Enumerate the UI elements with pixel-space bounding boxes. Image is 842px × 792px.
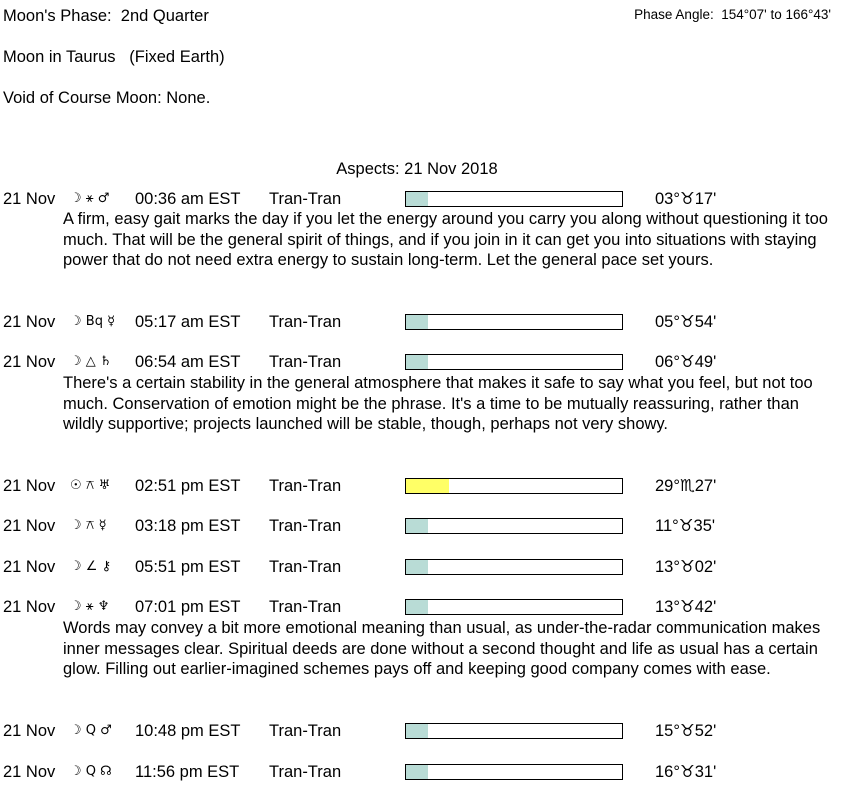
strength-bar [405,478,623,494]
aspect-symbols: ☉ ⚻ ♅ [70,478,111,493]
moon-sign-text: Moon in Taurus (Fixed Earth) [3,48,225,66]
aspect-symbols: ☽ Q ☊ [70,764,112,779]
aspect-position: 13°♉02' [655,558,717,576]
aspect-row [0,189,842,209]
aspect-position: 16°♉31' [655,763,717,781]
aspect-symbols: ☽ ⚹ ♂ [70,191,110,206]
strength-bar-fill [406,765,428,779]
aspect-description: There's a certain stability in the general atmosphere that makes it safe to say what you feel, but not too much. Conservation of emotion might be the phrase. It's a time to be mutually reassuring, rather than wildly supportive; projects launched will be stable, though, perhaps not very showy. [63,374,813,433]
aspect-position: 03°♉17' [655,190,717,208]
aspect-time: 10:48 pm EST [135,722,241,740]
aspect-position: 13°♉42' [655,598,717,616]
strength-bar [405,723,623,739]
aspect-time: 05:51 pm EST [135,558,241,576]
aspect-date: 21 Nov [3,353,56,371]
aspect-date: 21 Nov [3,558,56,576]
aspect-time: 11:56 pm EST [135,763,240,781]
aspect-date: 21 Nov [3,313,56,331]
aspect-type: Tran-Tran [269,558,342,576]
strength-bar-fill [406,560,428,574]
aspect-time: 07:01 pm EST [135,598,241,616]
strength-bar-fill [406,355,428,369]
aspect-type: Tran-Tran [269,313,342,331]
aspect-description: Words may convey a bit more emotional meaning than usual, as under-the-radar communication makes inner messages clear. Spiritual deeds are done without a second thought and life as usual has a certain glow. Filling out earlier-imagined schemes pays off and keeping good company comes with ease. [63,619,821,678]
aspect-row [0,352,842,372]
aspect-date: 21 Nov [3,517,56,535]
aspect-type: Tran-Tran [269,190,342,208]
aspect-position: 11°♉35' [655,517,716,535]
aspect-row [0,762,842,782]
aspect-row [0,476,842,496]
strength-bar-fill [406,192,428,206]
strength-bar-fill [406,479,449,493]
aspect-type: Tran-Tran [269,763,342,781]
aspect-symbols: ☽ Q ♂ [70,723,112,738]
aspect-type: Tran-Tran [269,353,342,371]
void-of-course-text: Void of Course Moon: None. [3,89,211,107]
aspect-date: 21 Nov [3,477,56,495]
aspect-symbols: ☽ △ ♄ [70,354,112,369]
aspect-position: 29°♏27' [655,477,717,495]
phase-angle-text: Phase Angle: 154°07' to 166°43' [634,7,831,22]
strength-bar-fill [406,315,428,329]
strength-bar [405,764,623,780]
aspect-symbols: ☽ ⚹ ♆ [70,599,110,614]
aspect-row [0,721,842,741]
strength-bar-fill [406,519,428,533]
aspect-row [0,597,842,617]
aspect-type: Tran-Tran [269,517,342,535]
aspect-type: Tran-Tran [269,477,342,495]
aspects-title: Aspects: 21 Nov 2018 [336,160,498,178]
aspect-time: 06:54 am EST [135,353,241,371]
aspect-type: Tran-Tran [269,598,342,616]
aspect-symbols: ☽ ⚻ ☿ [70,518,107,533]
aspect-date: 21 Nov [3,763,56,781]
strength-bar-fill [406,724,428,738]
aspect-date: 21 Nov [3,598,56,616]
aspect-description: A firm, easy gait marks the day if you let the energy around you carry you along without questioning it too much. That will be the general spirit of things, and if you join in it can get you into situations with staying power that do not need extra energy to sustain long-term. Let the general pace set yours. [63,210,828,269]
aspect-date: 21 Nov [3,190,56,208]
aspect-time: 02:51 pm EST [135,477,241,495]
aspect-time: 00:36 am EST [135,190,241,208]
aspect-row [0,516,842,536]
aspect-symbols: ☽ ∠ ⚷ [70,559,112,574]
strength-bar [405,314,623,330]
aspect-position: 05°♉54' [655,313,717,331]
aspect-time: 05:17 am EST [135,313,241,331]
aspect-position: 15°♉52' [655,722,717,740]
aspect-type: Tran-Tran [269,722,342,740]
strength-bar [405,191,623,207]
moon-phase-text: Moon's Phase: 2nd Quarter [3,7,209,25]
strength-bar [405,518,623,534]
aspect-date: 21 Nov [3,722,56,740]
strength-bar-fill [406,600,428,614]
aspect-position: 06°♉49' [655,353,717,371]
aspect-symbols: ☽ Bq ☿ [70,314,116,329]
strength-bar [405,354,623,370]
strength-bar [405,559,623,575]
aspect-row [0,312,842,332]
aspect-time: 03:18 pm EST [135,517,241,535]
strength-bar [405,599,623,615]
aspect-row [0,557,842,577]
